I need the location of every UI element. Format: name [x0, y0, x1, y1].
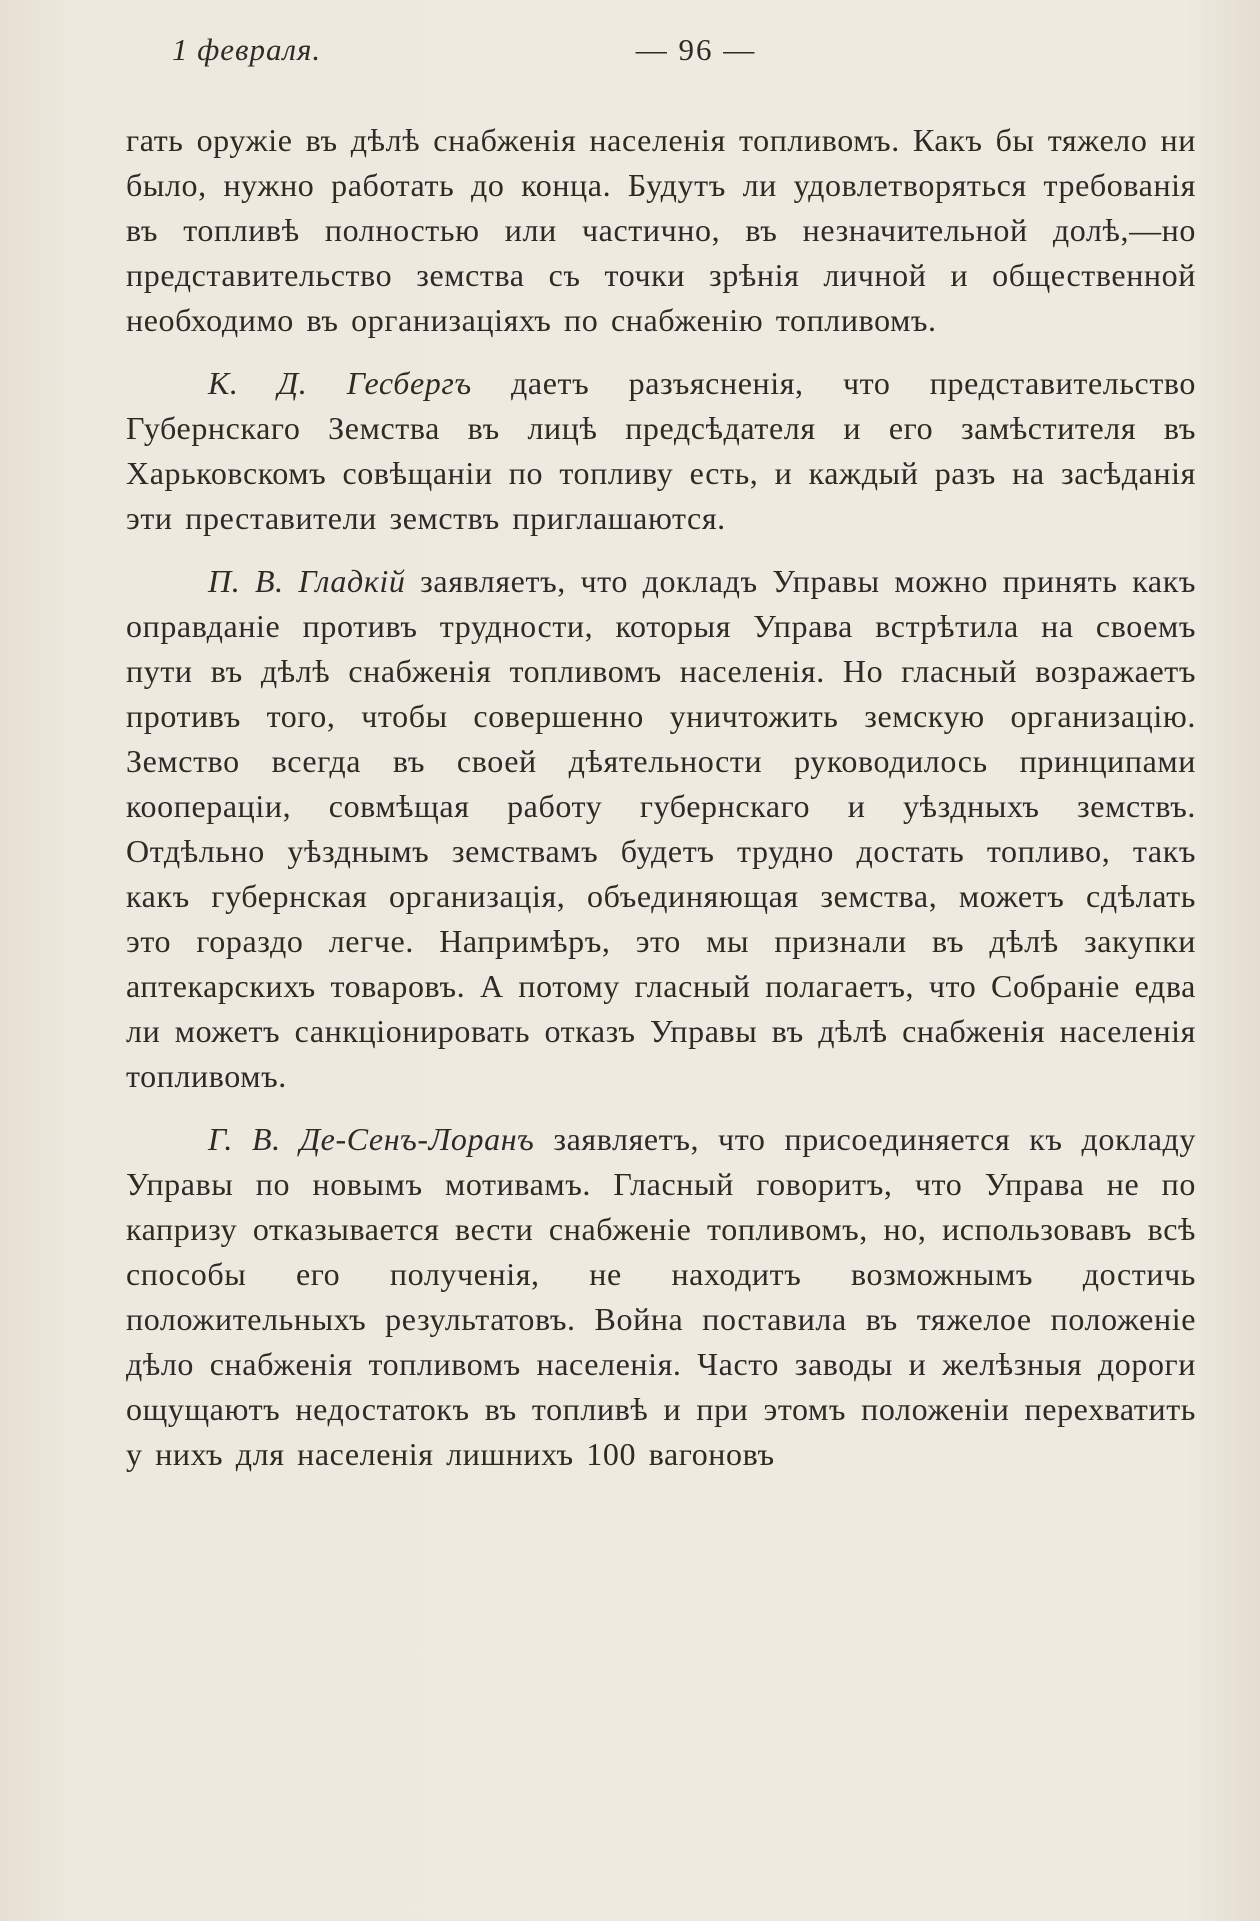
paragraph-gesberg: [126, 361, 1196, 541]
header-date: 1 февраля.: [172, 32, 322, 67]
body-text: [126, 118, 1196, 1477]
running-head: [126, 28, 1196, 76]
paragraph-gladkiy: [126, 559, 1196, 1099]
speaker-name: П. В. Гладкій: [208, 563, 406, 599]
paragraph-text: заявляетъ, что присоединяется къ докладу Управы по новымъ мотивамъ. Гласный говоритъ, что Управа не по капризу отказывается вести снабженіе топливомъ, но, использовавъ всѣ способы его полученія, не находитъ возможнымъ достичь положительныхъ результатовъ. Война поставила въ тяжелое положеніе дѣло снабженія топливомъ населенія. Часто заводы и желѣзныя дороги ощущаютъ недостатокъ въ топливѣ и при этомъ положеніи перехватить у нихъ для населенія лишнихъ 100 вагоновъ: [126, 1121, 1197, 1472]
paragraph-de-sen-loran: [126, 1117, 1196, 1477]
speaker-name: К. Д. Гесбергъ: [208, 365, 472, 401]
speaker-name: Г. В. Де-Сенъ-Лоранъ: [208, 1121, 535, 1157]
paragraph-continuation: [126, 118, 1196, 343]
paragraph-text: гать оружіе въ дѣлѣ снабженія населенія топливомъ. Какъ бы тяжело ни было, нужно работать до конца. Будутъ ли удовлетворяться требованія въ топливѣ полностью или частично, въ незначительной долѣ,—но представительство земства съ точки зрѣнія личной и общественной необходимо въ организаціяхъ по снабженію топливомъ.: [126, 122, 1196, 338]
paragraph-text: заявляетъ, что докладъ Управы можно принять какъ оправданіе противъ трудности, которыя Управа встрѣтила на своемъ пути въ дѣлѣ снабженія топливомъ населенія. Но гласный возражаетъ противъ того, чтобы совершенно уничтожить земскую организацію. Земство всегда въ своей дѣятельности руководилось принципами кооперацiи, совмѣщая работу губернскаго и уѣздныхъ земствъ. Отдѣльно уѣзднымъ земствамъ будетъ трудно достать топливо, такъ какъ губернская организація, объединяющая земства, можетъ сдѣлать это гораздо легче. Напримѣръ, это мы признали въ дѣлѣ закупки аптекарскихъ товаровъ. А потому гласный полагаетъ, что Собраніе едва ли можетъ санкціонировать отказъ Управы въ дѣлѣ снабженія населенія топливомъ.: [126, 563, 1196, 1094]
page-number: — 96 —: [635, 32, 757, 67]
paragraph-text: даетъ разъясненія, что представительство Губернскаго Земства въ лицѣ предсѣдателя и его замѣстителя въ Харьковскомъ совѣщаніи по топливу есть, и каждый разъ на засѣданія эти преставители земствъ приглашаются.: [126, 365, 1196, 536]
